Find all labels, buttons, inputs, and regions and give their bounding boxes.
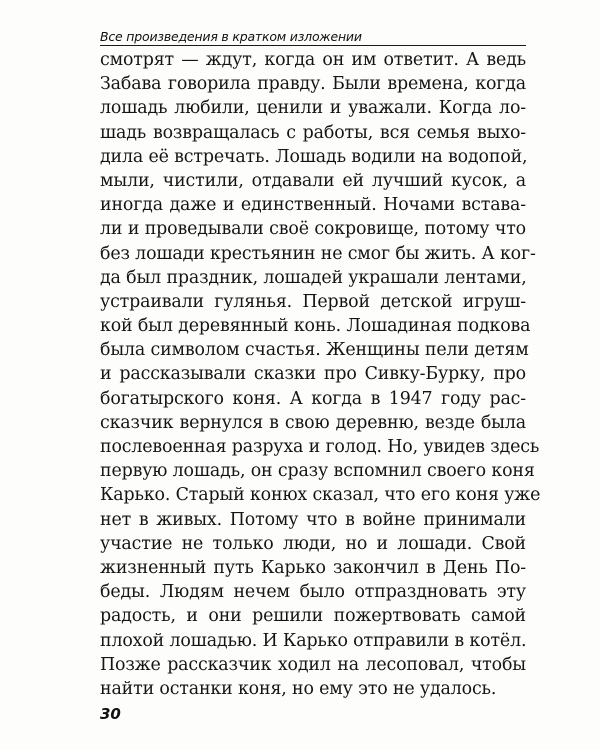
text-line: участие не только люди, но и лошади. Свой <box>100 533 526 554</box>
text-line: мыли, чистили, отдавали ей лучший кусок, а <box>100 170 526 191</box>
text-line: сказчик вернулся в свою деревню, везде была <box>100 412 526 433</box>
text-line: дила её встречать. Лошадь водили на водопой, <box>100 146 528 167</box>
text-line: кой был деревянный конь. Лошадиная подкова <box>100 316 531 337</box>
running-title: Все произведения в кратком изложении <box>100 29 362 44</box>
text-line: Позже рассказчик ходил на лесоповал, чтобы <box>100 654 526 675</box>
text-line: найти останки коня, но ему это не удалось. <box>100 678 497 699</box>
text-line: послевоенная разруха и голод. Но, увидев здесь <box>100 437 540 457</box>
text-line: была символом счастья. Женщины пели детям <box>100 340 529 361</box>
text-line: лошадь любили, ценили и уважали. Когда ло- <box>100 98 526 119</box>
text-line: без лошади крестьянин не смог бы жить. А ког- <box>100 243 536 264</box>
text-line: богатырского коня. А когда в 1947 году рас- <box>100 388 526 409</box>
text-line: жизненный путь Карько закончил в День По- <box>100 557 526 578</box>
page-number: 30 <box>100 705 121 723</box>
text-line: Забава говорила правду. Были времена, когда <box>100 74 526 95</box>
text-line: беды. Людям нечем было отпраздновать эту <box>100 582 526 603</box>
text-line: устраивали гулянья. Первой детской игруш- <box>100 291 526 312</box>
text-line: ли и проведывали своё сокровище, потому что <box>100 219 526 240</box>
body-text <box>100 48 541 701</box>
text-line: плохой лошадью. И Карько отправили в котёл. <box>100 630 527 651</box>
text-line: смотрят — ждут, когда он им ответит. А ведь <box>100 50 526 70</box>
text-line: шадь возвращалась с работы, вся семья выхо- <box>100 122 526 143</box>
text-line: и рассказывали сказки про Сивку-Бурку, про <box>100 364 526 385</box>
header-rule <box>100 45 526 46</box>
text-line: нет в живых. Потому что в войне принимали <box>100 509 526 530</box>
text-line: Карько. Старый конюх сказал, что его коня уже <box>100 485 541 506</box>
text-line: радость, и они решили пожертвовать самой <box>100 606 526 627</box>
text-line: иногда даже и единственный. Ночами встава- <box>100 195 526 216</box>
text-line: первую лошадь, он сразу вспомнил своего коня <box>100 461 535 482</box>
text-line: да был праздник, лошадей украшали лентами, <box>100 267 527 288</box>
